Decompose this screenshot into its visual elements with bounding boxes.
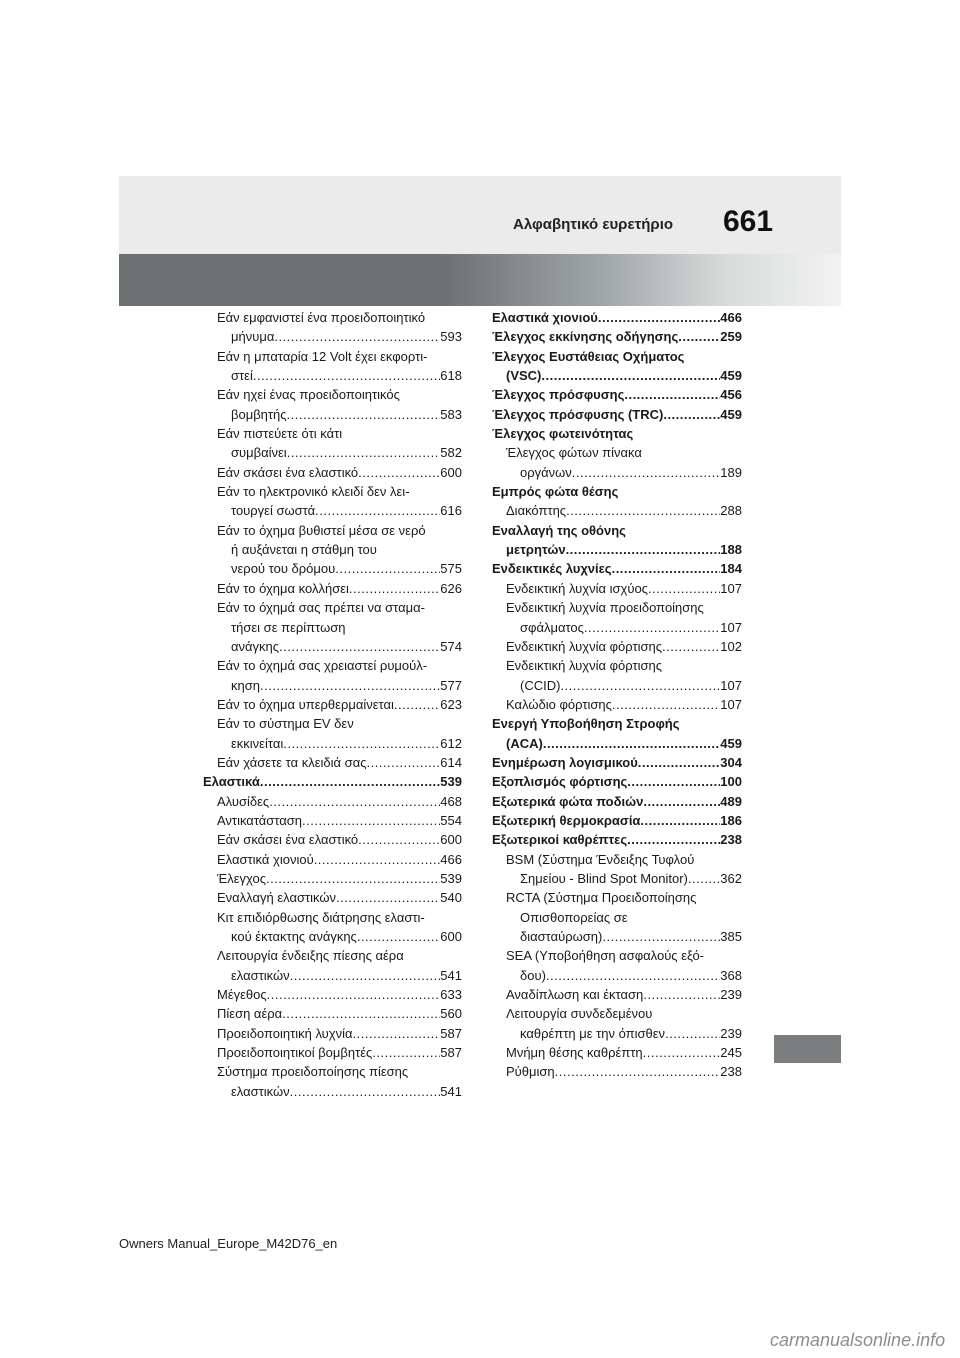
- index-entry-text: Έλεγχος πρόσφυσης (TRC): [492, 406, 664, 422]
- index-entry-page: 612: [440, 735, 462, 751]
- index-entry-page: 368: [720, 967, 742, 983]
- dot-leader: [290, 966, 441, 985]
- index-entry: [492, 656, 742, 695]
- index-entry-text: βομβητής: [231, 406, 287, 422]
- index-entry-text: Εάν το όχημα υπερθερμαίνεται: [217, 696, 394, 712]
- index-entry-page: 189: [720, 464, 742, 480]
- index-entry-page: 614: [440, 754, 462, 770]
- index-entry: [203, 579, 462, 598]
- index-entry-page: 459: [720, 406, 742, 422]
- index-entry: [492, 501, 742, 520]
- dot-leader: [612, 695, 720, 714]
- dot-leader: [541, 366, 720, 385]
- index-entry-text: Καλώδιο φόρτισης: [506, 696, 612, 712]
- index-entry-text: Εξωτερικοί καθρέπτες: [492, 832, 628, 848]
- index-entry-page: 593: [440, 329, 462, 345]
- dot-leader: [314, 850, 441, 869]
- index-entry: [203, 850, 462, 869]
- dot-leader: [688, 869, 720, 888]
- dot-leader: [302, 811, 440, 830]
- index-entry-text: στεί: [231, 368, 253, 384]
- index-entry-page: 539: [440, 870, 462, 886]
- index-entry-text: Έλεγχος φώτων πίνακα: [506, 445, 642, 461]
- index-column-right: [492, 308, 742, 1082]
- index-entry-page: 575: [440, 561, 462, 577]
- index-entry-text: ανάγκης: [231, 638, 280, 654]
- index-entry-text: Εάν σκάσει ένα ελαστικό: [217, 464, 359, 480]
- index-entry: [492, 443, 742, 482]
- index-entry-text: Έλεγχος Ευστάθειας Οχήματος: [492, 348, 685, 364]
- index-entry: [203, 1004, 462, 1023]
- index-entry: [203, 772, 462, 791]
- index-entry-text: Εάν το σύστημα EV δεν: [217, 716, 354, 732]
- dot-leader: [648, 579, 720, 598]
- index-entry: [203, 714, 462, 753]
- dot-leader: [627, 772, 720, 791]
- dot-leader: [627, 830, 720, 849]
- index-entry: [203, 521, 462, 579]
- index-entry-text: Εάν σκάσει ένα ελαστικό: [217, 832, 359, 848]
- index-entry-page: 540: [440, 890, 462, 906]
- dot-leader: [643, 1043, 721, 1062]
- index-entry-page: 107: [720, 696, 742, 712]
- dot-leader: [566, 501, 720, 520]
- dot-leader: [546, 966, 720, 985]
- index-entry-page: 385: [720, 929, 742, 944]
- index-entry: [492, 521, 742, 560]
- index-entry-text: καθρέπτη με την όπισθεν: [520, 1025, 666, 1041]
- index-entry-text: Προειδοποιητική λυχνία: [217, 1025, 353, 1041]
- index-entry-text: ελαστικών: [231, 967, 290, 983]
- dot-leader: [358, 830, 440, 849]
- dot-leader: [598, 308, 720, 327]
- index-entry-text: Σύστημα προειδοποίησης πίεσης: [217, 1064, 409, 1080]
- index-entry: [492, 1043, 742, 1062]
- index-entry-page: 539: [440, 774, 462, 790]
- index-entry: [203, 1043, 462, 1062]
- index-entry: [203, 753, 462, 772]
- dot-leader: [638, 753, 721, 772]
- index-entry-text: Λειτουργία συνδεδεμένου: [506, 1006, 653, 1022]
- index-entry: [203, 598, 462, 656]
- index-entry: [492, 482, 742, 501]
- dot-leader: [624, 385, 720, 404]
- index-entry-page: 560: [440, 1006, 462, 1022]
- index-entry-text: Ρύθμιση: [506, 1064, 555, 1080]
- index-entry: [203, 792, 462, 811]
- dot-leader: [353, 1024, 441, 1043]
- index-entry-text: Εάν το όχημά σας πρέπει να σταμα-: [217, 600, 425, 616]
- index-entry-text: Ενδεικτική λυχνία προειδοποίησης: [506, 600, 704, 616]
- dot-leader: [612, 559, 721, 578]
- index-entry-text: Πίεση αέρα: [217, 1006, 283, 1022]
- index-entry-text: νερού του δρόμου: [231, 561, 336, 577]
- index-entry-text: Εάν η μπαταρία 12 Volt έχει εκφορτι-: [217, 348, 428, 364]
- index-entry-text: Σημείου - Blind Spot Monitor): [520, 870, 688, 886]
- dot-leader: [283, 734, 440, 753]
- index-entry: [492, 579, 742, 598]
- index-entry-page: 259: [720, 329, 742, 345]
- dot-leader: [643, 792, 720, 811]
- index-entry-text: Εάν το όχημα κολλήσει: [217, 580, 349, 596]
- index-entry-text: Εξωτερικά φώτα ποδιών: [492, 793, 644, 809]
- dot-leader: [663, 405, 720, 424]
- index-entry-text: Έλεγχος φωτεινότητας: [492, 426, 634, 442]
- dot-leader: [543, 734, 720, 753]
- index-entry-page: 600: [440, 929, 462, 944]
- index-entry-text: Εναλλαγή ελαστικών: [217, 890, 336, 906]
- index-entry: [492, 1004, 742, 1043]
- index-entry-page: 288: [720, 503, 742, 519]
- index-entry-text: Έλεγχος πρόσφυσης: [492, 387, 625, 403]
- index-entry-text: Εξωτερική θερμοκρασία: [492, 812, 641, 828]
- index-entry: [492, 714, 742, 753]
- index-entry: [492, 424, 742, 443]
- index-entry: [492, 888, 742, 946]
- index-entry-text: Ελαστικά χιονιού: [217, 851, 314, 867]
- dot-leader: [279, 637, 440, 656]
- index-entry-text: εκκινείται: [231, 735, 284, 751]
- index-entry: [492, 1062, 742, 1081]
- index-entry-page: 618: [440, 368, 462, 384]
- index-entry: [492, 753, 742, 772]
- dot-leader: [349, 579, 440, 598]
- index-entry-text: οργάνων: [520, 464, 572, 480]
- index-entry: [203, 830, 462, 849]
- index-entry-text: Εάν ηχεί ένας προειδοποιητικός: [217, 387, 400, 403]
- index-entry-page: 362: [720, 870, 742, 886]
- index-entry: [492, 385, 742, 404]
- index-entry-text: τουργεί σωστά: [231, 503, 316, 519]
- dot-leader: [640, 811, 720, 830]
- index-entry-page: 238: [720, 832, 742, 848]
- dot-leader: [253, 366, 440, 385]
- index-entry-text: Ενεργή Υποβοήθηση Στροφής: [492, 716, 680, 732]
- index-entry: [203, 385, 462, 424]
- index-entry-text: Εάν το ηλεκτρονικό κλειδί δεν λει-: [217, 484, 410, 500]
- footer-document-id: Owners Manual_Europe_M42D76_en: [119, 1236, 338, 1251]
- index-entry-text: Έλεγχος εκκίνησης οδήγησης: [492, 329, 679, 345]
- dot-leader: [372, 1043, 440, 1062]
- index-entry-text: (VSC): [506, 368, 542, 384]
- index-entry-page: 541: [440, 1083, 462, 1099]
- index-entry-text: Εάν χάσετε τα κλειδιά σας: [217, 754, 367, 770]
- index-entry-text: Ελαστικά: [203, 774, 260, 790]
- index-entry-page: 188: [720, 542, 742, 558]
- dot-leader: [287, 443, 441, 462]
- dot-leader: [643, 985, 720, 1004]
- index-entry-text: ή αυξάνεται η στάθμη του: [231, 542, 377, 558]
- index-entry-text: (CCID): [520, 677, 561, 693]
- index-entry-text: Προειδοποιητικοί βομβητές: [217, 1045, 373, 1061]
- index-entry: [492, 772, 742, 791]
- index-entry: [492, 850, 742, 889]
- dot-leader: [357, 927, 440, 946]
- dot-leader: [662, 637, 720, 656]
- index-entry-text: κηση: [231, 677, 260, 693]
- index-column-left: [203, 308, 462, 1101]
- index-entry-page: 184: [720, 561, 742, 577]
- index-entry-page: 459: [720, 368, 742, 384]
- index-entry-text: κού έκτακτης ανάγκης: [231, 929, 357, 944]
- index-entry-page: 100: [720, 774, 742, 790]
- index-entry-text: Οπισθοπορείας σε: [520, 909, 628, 925]
- dot-leader: [267, 985, 441, 1004]
- index-entry-page: 489: [720, 793, 742, 809]
- index-entry-page: 600: [440, 464, 462, 480]
- index-entry-page: 541: [440, 967, 462, 983]
- dot-leader: [665, 1024, 720, 1043]
- index-entry-page: 468: [440, 793, 462, 809]
- index-entry-text: συμβαίνει: [231, 445, 287, 461]
- index-entry: [203, 695, 462, 714]
- index-entry-text: Αλυσίδες: [217, 793, 270, 809]
- index-entry-page: 587: [440, 1045, 462, 1061]
- index-entry-page: 600: [440, 832, 462, 848]
- index-entry: [203, 424, 462, 463]
- dot-leader: [335, 559, 440, 578]
- dot-leader: [287, 405, 441, 424]
- index-entry-text: ελαστικών: [231, 1083, 290, 1099]
- index-entry-text: RCTA (Σύστημα Προειδοποίησης: [506, 890, 697, 906]
- dot-leader: [566, 540, 721, 559]
- index-entry-text: Εάν εμφανιστεί ένα προειδοποιητικό: [217, 310, 426, 325]
- index-entry: [492, 946, 742, 985]
- index-entry-text: μετρητών: [506, 542, 566, 558]
- index-entry: [492, 811, 742, 830]
- dot-leader: [358, 463, 440, 482]
- index-entry-page: 623: [440, 696, 462, 712]
- dot-leader: [260, 772, 440, 791]
- index-entry-text: BSM (Σύστημα Ένδειξης Τυφλού: [506, 851, 695, 867]
- index-entry-page: 583: [440, 406, 462, 422]
- index-entry-text: SEA (Υποβοήθηση ασφαλούς εξό-: [506, 948, 705, 964]
- index-entry: [492, 347, 742, 386]
- index-entry-text: διασταύρωση): [520, 929, 603, 944]
- index-entry: [492, 637, 742, 656]
- watermark: carmanualsonline.info: [770, 1330, 946, 1350]
- index-entry: [203, 347, 462, 386]
- dot-leader: [584, 618, 720, 637]
- index-entry-text: Εάν το όχημά σας χρειαστεί ρυμούλ-: [217, 658, 428, 674]
- index-entry: [492, 308, 742, 327]
- index-entry: [492, 405, 742, 424]
- dot-leader: [282, 1004, 440, 1023]
- index-entry-text: Ελαστικά χιονιού: [492, 310, 598, 325]
- index-entry: [203, 811, 462, 830]
- index-entry-text: Ενδεικτική λυχνία ισχύος: [506, 580, 648, 596]
- index-entry-text: τήσει σε περίπτωση: [231, 619, 346, 635]
- index-entry-page: 239: [720, 1025, 742, 1041]
- dot-leader: [560, 676, 720, 695]
- dot-leader: [602, 927, 720, 946]
- index-entry: [203, 463, 462, 482]
- index-entry: [203, 482, 462, 521]
- index-entry: [492, 985, 742, 1004]
- index-entry: [492, 830, 742, 849]
- index-entry: [203, 1024, 462, 1043]
- index-entry: [203, 946, 462, 985]
- dot-leader: [290, 1082, 441, 1101]
- dot-leader: [274, 327, 440, 346]
- index-entry-text: Ενδεικτικές λυχνίες: [492, 561, 612, 577]
- index-entry-page: 554: [440, 812, 462, 828]
- index-entry: [492, 598, 742, 637]
- index-entry-text: Αντικατάσταση: [217, 812, 303, 828]
- index-entry-text: Ενδεικτική λυχνία φόρτισης: [506, 638, 663, 654]
- index-entry: [203, 656, 462, 695]
- index-entry-text: μήνυμα: [231, 329, 275, 345]
- index-entry-page: 245: [720, 1045, 742, 1061]
- index-entry: [203, 869, 462, 888]
- index-entry-text: σφάλματος: [520, 619, 584, 635]
- index-entry-page: 107: [720, 619, 742, 635]
- index-entry-page: 587: [440, 1025, 462, 1041]
- index-entry-text: Εξοπλισμός φόρτισης: [492, 774, 628, 790]
- section-title: Αλφαβητικό ευρετήριο: [513, 216, 674, 233]
- index-entry-page: 456: [720, 387, 742, 403]
- index-entry: [203, 888, 462, 907]
- index-entry-text: Κιτ επιδιόρθωσης διάτρησης ελαστι-: [217, 909, 425, 925]
- dot-leader: [366, 753, 440, 772]
- index-entry: [203, 308, 462, 347]
- index-entry-text: Ενδεικτική λυχνία φόρτισης: [506, 658, 663, 674]
- index-entry-page: 102: [720, 638, 742, 654]
- dot-leader: [678, 327, 720, 346]
- dot-leader: [572, 463, 721, 482]
- dot-leader: [315, 501, 440, 520]
- index-entry-page: 577: [440, 677, 462, 693]
- index-entry-page: 466: [720, 310, 742, 325]
- index-entry: [492, 327, 742, 346]
- index-entry-text: Ενημέρωση λογισμικού: [492, 754, 638, 770]
- index-entry-page: 107: [720, 677, 742, 693]
- index-entry-page: 239: [720, 987, 742, 1003]
- index-entry-page: 107: [720, 580, 742, 596]
- index-entry: [203, 985, 462, 1004]
- index-entry: [492, 792, 742, 811]
- dot-leader: [394, 695, 440, 714]
- index-entry-page: 574: [440, 638, 462, 654]
- chapter-thumb-tab: [774, 1035, 841, 1063]
- index-entry-page: 633: [440, 987, 462, 1003]
- index-entry-text: Έλεγχος: [217, 870, 266, 886]
- index-entry: [203, 908, 462, 947]
- index-entry: [492, 695, 742, 714]
- index-entry-page: 616: [440, 503, 462, 519]
- index-entry-page: 466: [440, 851, 462, 867]
- index-entry: [203, 1062, 462, 1101]
- index-entry-text: Μέγεθος: [217, 987, 267, 1003]
- index-entry-text: Αναδίπλωση και έκταση: [506, 987, 644, 1003]
- index-entry-text: Εάν το όχημα βυθιστεί μέσα σε νερό: [217, 522, 426, 538]
- index-entry-page: 459: [720, 735, 742, 751]
- index-entry-page: 626: [440, 580, 462, 596]
- index-entry-text: Εάν πιστεύετε ότι κάτι: [217, 426, 343, 442]
- index-entry-text: Διακόπτης: [506, 503, 567, 519]
- index-entry-page: 186: [720, 812, 742, 828]
- index-entry-text: Εμπρός φώτα θέσης: [492, 484, 619, 500]
- index-entry-text: δου): [520, 967, 546, 983]
- page-number: 661: [723, 205, 774, 238]
- index-entry-text: Εναλλαγή της οθόνης: [492, 522, 626, 538]
- dot-leader: [260, 676, 440, 695]
- index-entry-page: 304: [720, 754, 742, 770]
- index-entry-page: 238: [720, 1064, 742, 1080]
- dot-leader: [269, 792, 440, 811]
- index-entry-text: (ACA): [506, 735, 543, 751]
- index-entry-text: Λειτουργία ένδειξης πίεσης αέρα: [217, 948, 404, 964]
- index-entry-page: 582: [440, 445, 462, 461]
- dot-leader: [555, 1062, 721, 1081]
- dot-leader: [336, 888, 440, 907]
- index-entry: [492, 559, 742, 578]
- header-gradient-bar: [119, 254, 841, 306]
- index-entry-text: Μνήμη θέσης καθρέπτη: [506, 1045, 643, 1061]
- dot-leader: [266, 869, 440, 888]
